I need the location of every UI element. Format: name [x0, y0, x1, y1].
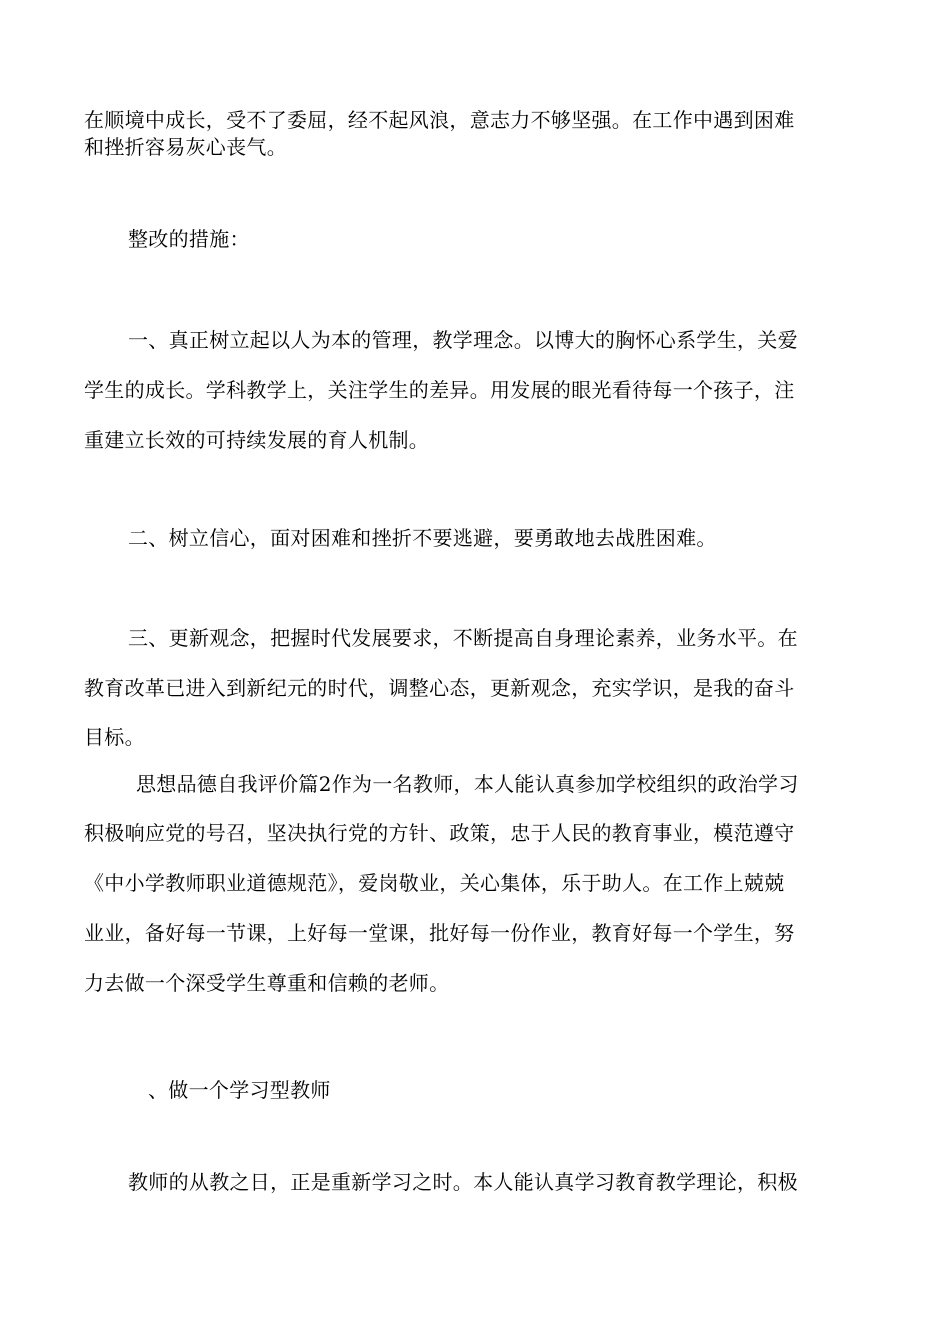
text-line: 学生的成长。学科教学上，关注学生的差异。用发展的眼光看待每一个孩子，注 [84, 378, 795, 402]
section-heading: 整改的措施： [128, 227, 250, 251]
text-line: 在顺境中成长，受不了委屈，经不起风浪，意志力不够坚强。在工作中遇到困难 [84, 108, 795, 132]
text-line: 三、更新观念，把握时代发展要求，不断提高自身理论素养，业务水平。在 [128, 626, 798, 650]
text-line: 教师的从教之日，正是重新学习之时。本人能认真学习教育教学理论，积极 [128, 1170, 798, 1194]
text-line: 二、树立信心，面对困难和挫折不要逃避，要勇敢地去战胜困难。 [128, 526, 717, 550]
text-line: 业业，备好每一节课，上好每一堂课，批好每一份作业，教育好每一个学生，努 [84, 921, 795, 945]
text-line: 目标。 [84, 725, 145, 749]
text-line: 《中小学教师职业道德规范》，爱岗敬业，关心集体，乐于助人。在工作上兢兢 [84, 871, 785, 895]
section-heading: 、做一个学习型教师 [148, 1078, 331, 1102]
text-line: 教育改革已进入到新纪元的时代，调整心态，更新观念，充实学识，是我的奋斗 [84, 676, 795, 700]
text-line: 和挫折容易灰心丧气。 [84, 135, 287, 159]
text-line: 积极响应党的号召，坚决执行党的方针、政策，忠于人民的教育事业，模范遵守 [84, 821, 795, 845]
text-line: 力去做一个深受学生尊重和信赖的老师。 [84, 971, 450, 995]
text-line: 一、真正树立起以人为本的管理，教学理念。以博大的胸怀心系学生，关爱 [128, 328, 798, 352]
text-line: 思想品德自我评价篇2作为一名教师，本人能认真参加学校组织的政治学习 [136, 772, 799, 796]
text-line: 重建立长效的可持续发展的育人机制。 [84, 428, 430, 452]
